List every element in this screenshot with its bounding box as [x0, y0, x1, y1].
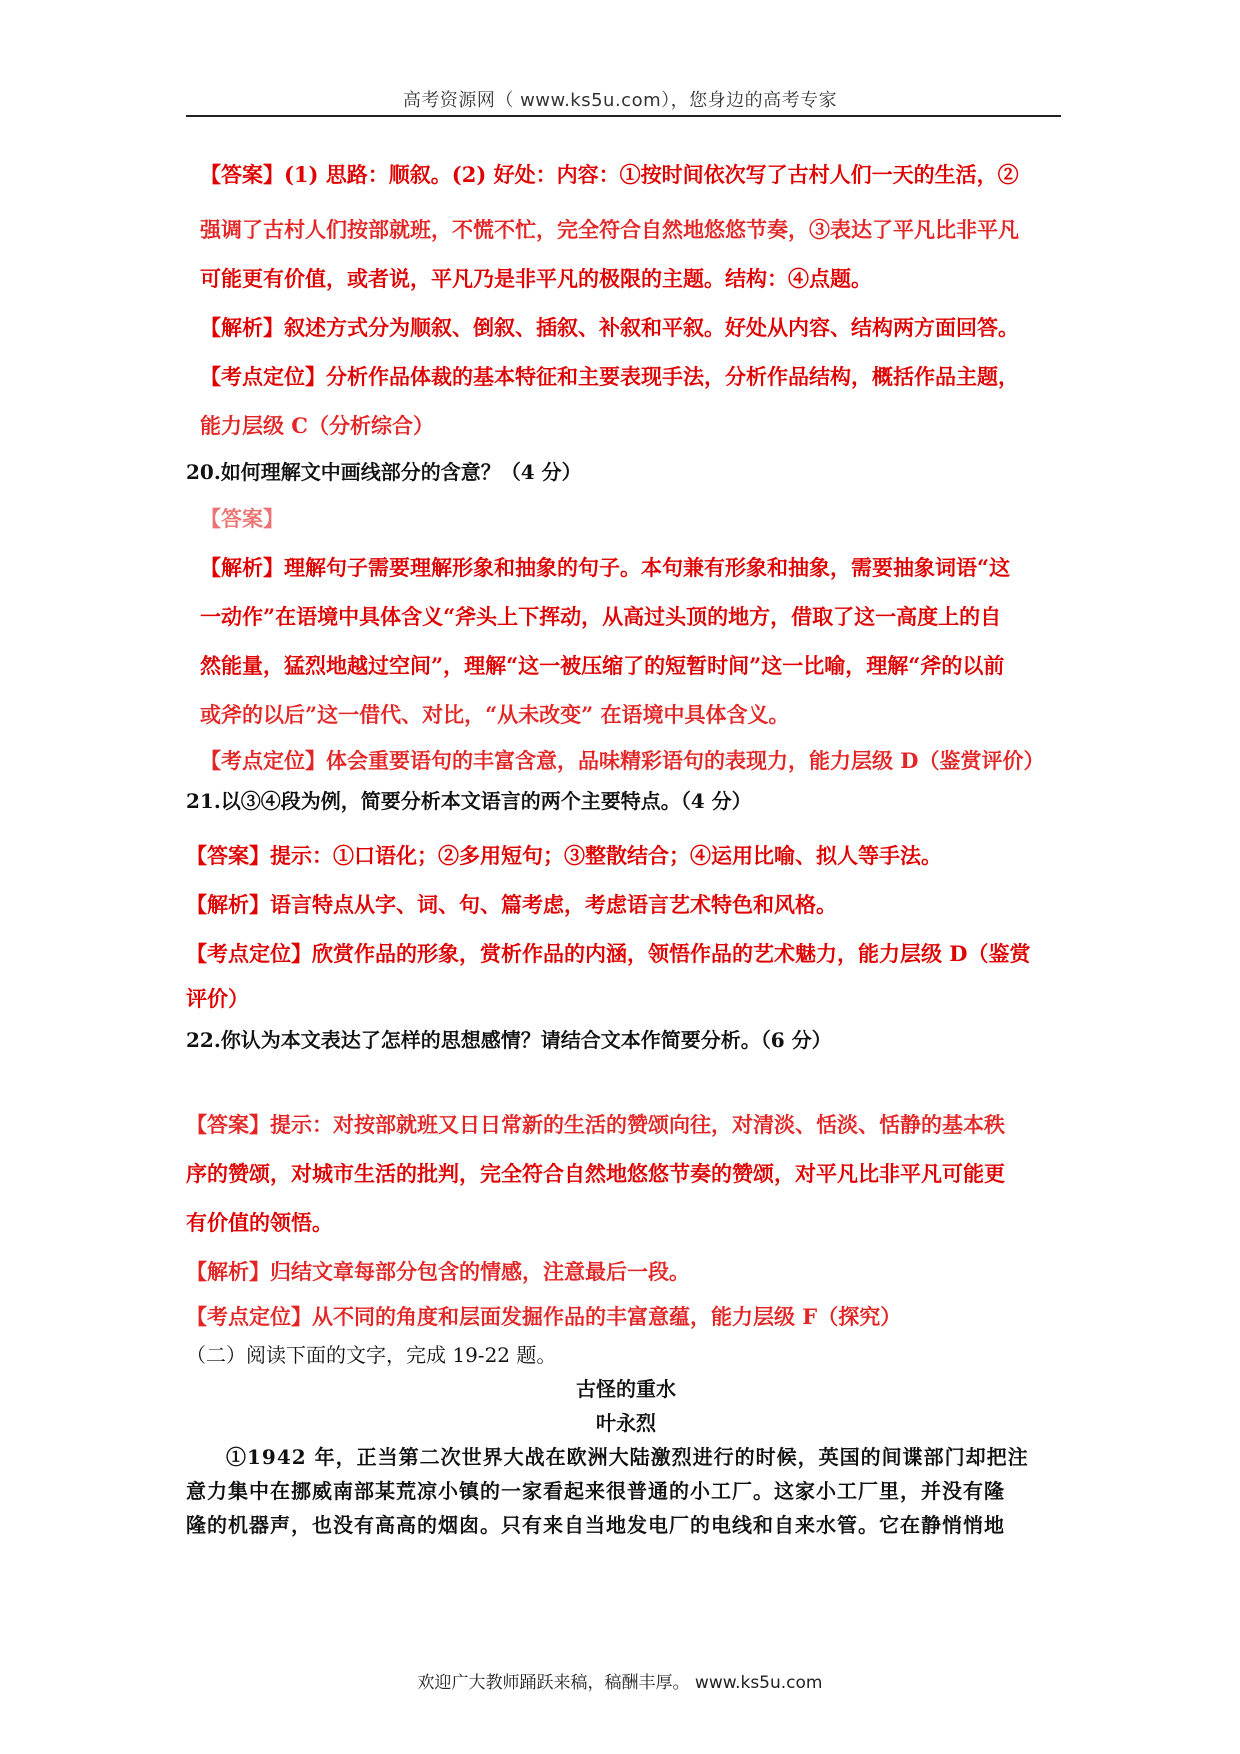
- q20-analysis-line-4: 或斧的以后”这一借代、对比，“从未改变” 在语境中具体含义。: [200, 702, 790, 727]
- reading-section: [186, 1338, 1066, 1542]
- q19-block: [186, 150, 1066, 450]
- document-body: [186, 150, 1066, 1542]
- q21-kaodian-line-1: 【考点定位】欣赏作品的形象，赏析作品的内涵，领悟作品的艺术魅力，能力层级 D（鉴赏: [186, 941, 1031, 966]
- q21-kaodian-line-2: 评价）: [186, 986, 249, 1011]
- q22-answer-line-2: 序的赞颂，对城市生活的批判，完全符合自然地悠悠节奏的赞颂，对平凡比非平凡可能更: [186, 1161, 1005, 1186]
- q19-kaodian-line-1: 【考点定位】分析作品体裁的基本特征和主要表现手法，分析作品结构，概括作品主题，: [200, 364, 1019, 389]
- q21-answer: 【答案】提示：①口语化；②多用短句；③整散结合；④运用比喻、拟人等手法。: [186, 843, 942, 868]
- q20-question: 20.如何理解文中画线部分的含意？（4 分）: [186, 460, 582, 484]
- header-divider: [186, 115, 1061, 117]
- passage-title: 古怪的重水: [576, 1377, 676, 1401]
- passage-line-3: 隆的机器声，也没有高高的烟囱。只有来自当地发电厂的电线和自来水管。它在静悄悄地: [186, 1513, 1005, 1537]
- passage-line-2: 意力集中在挪威南部某荒凉小镇的一家看起来很普通的小工厂。这家小工厂里，并没有隆: [186, 1479, 1005, 1503]
- q20-kaodian: 【考点定位】体会重要语句的丰富含意，品味精彩语句的表现力，能力层级 D（鉴赏评价）: [200, 748, 1045, 773]
- page-footer: 欢迎广大教师踊跃来稿，稿酬丰厚。 www.ks5u.com: [417, 1673, 823, 1693]
- q21-block: [186, 783, 1066, 1020]
- q22-answer-line-3: 有价值的领悟。: [186, 1210, 333, 1235]
- q22-block: [186, 1020, 1066, 1338]
- passage-author: 叶永烈: [596, 1411, 656, 1435]
- q19-answer-line-2: 强调了古村人们按部就班，不慌不忙，完全符合自然地悠悠节奏，③表达了平凡比非平凡: [200, 217, 1019, 242]
- q20-analysis-line-2: 一动作”在语境中具体含义“斧头上下挥动，从高过头顶的地方，借取了这一高度上的自: [200, 604, 1002, 629]
- q19-answer-line-3: 可能更有价值，或者说，平凡乃是非平凡的极限的主题。结构：④点题。: [200, 266, 872, 291]
- section-intro: （二）阅读下面的文字，完成 19-22 题。: [186, 1343, 557, 1367]
- q22-question: 22.你认为本文表达了怎样的思想感情？请结合文本作简要分析。（6 分）: [186, 1028, 832, 1052]
- q19-analysis: 【解析】叙述方式分为顺叙、倒叙、插叙、补叙和平叙。好处从内容、结构两方面回答。: [200, 315, 1019, 340]
- q20-block: [186, 450, 1066, 783]
- q22-kaodian: 【考点定位】从不同的角度和层面发掘作品的丰富意蕴，能力层级 F（探究）: [186, 1304, 902, 1329]
- q21-question: 21.以③④段为例，简要分析本文语言的两个主要特点。（4 分）: [186, 789, 752, 813]
- q22-answer-line-1: 【答案】提示：对按部就班又日日常新的生活的赞颂向往，对清淡、恬淡、恬静的基本秩: [186, 1112, 1005, 1137]
- q20-analysis-line-3: 然能量，猛烈地越过空间”，理解“这一被压缩了的短暂时间”这一比喻，理解“斧的以前: [200, 653, 1005, 678]
- q19-answer-line-1: 【答案】(1) 思路：顺叙。(2) 好处：内容：①按时间依次写了古村人们一天的生活，②: [200, 162, 1019, 187]
- passage-line-1: ①1942 年，正当第二次世界大战在欧洲大陆激烈进行的时候，英国的间谍部门却把注: [226, 1445, 1029, 1469]
- q19-kaodian-line-2: 能力层级 C（分析综合）: [200, 413, 435, 438]
- q21-analysis: 【解析】语言特点从字、词、句、篇考虑，考虑语言艺术特色和风格。: [186, 892, 837, 917]
- q20-analysis-line-1: 【解析】理解句子需要理解形象和抽象的句子。本句兼有形象和抽象，需要抽象词语“这: [200, 555, 1011, 580]
- q20-answer: 【答案】: [200, 506, 284, 531]
- q22-analysis: 【解析】归结文章每部分包含的情感，注意最后一段。: [186, 1259, 690, 1284]
- page-header: 高考资源网（ www.ks5u.com），您身边的高考专家: [402, 90, 838, 111]
